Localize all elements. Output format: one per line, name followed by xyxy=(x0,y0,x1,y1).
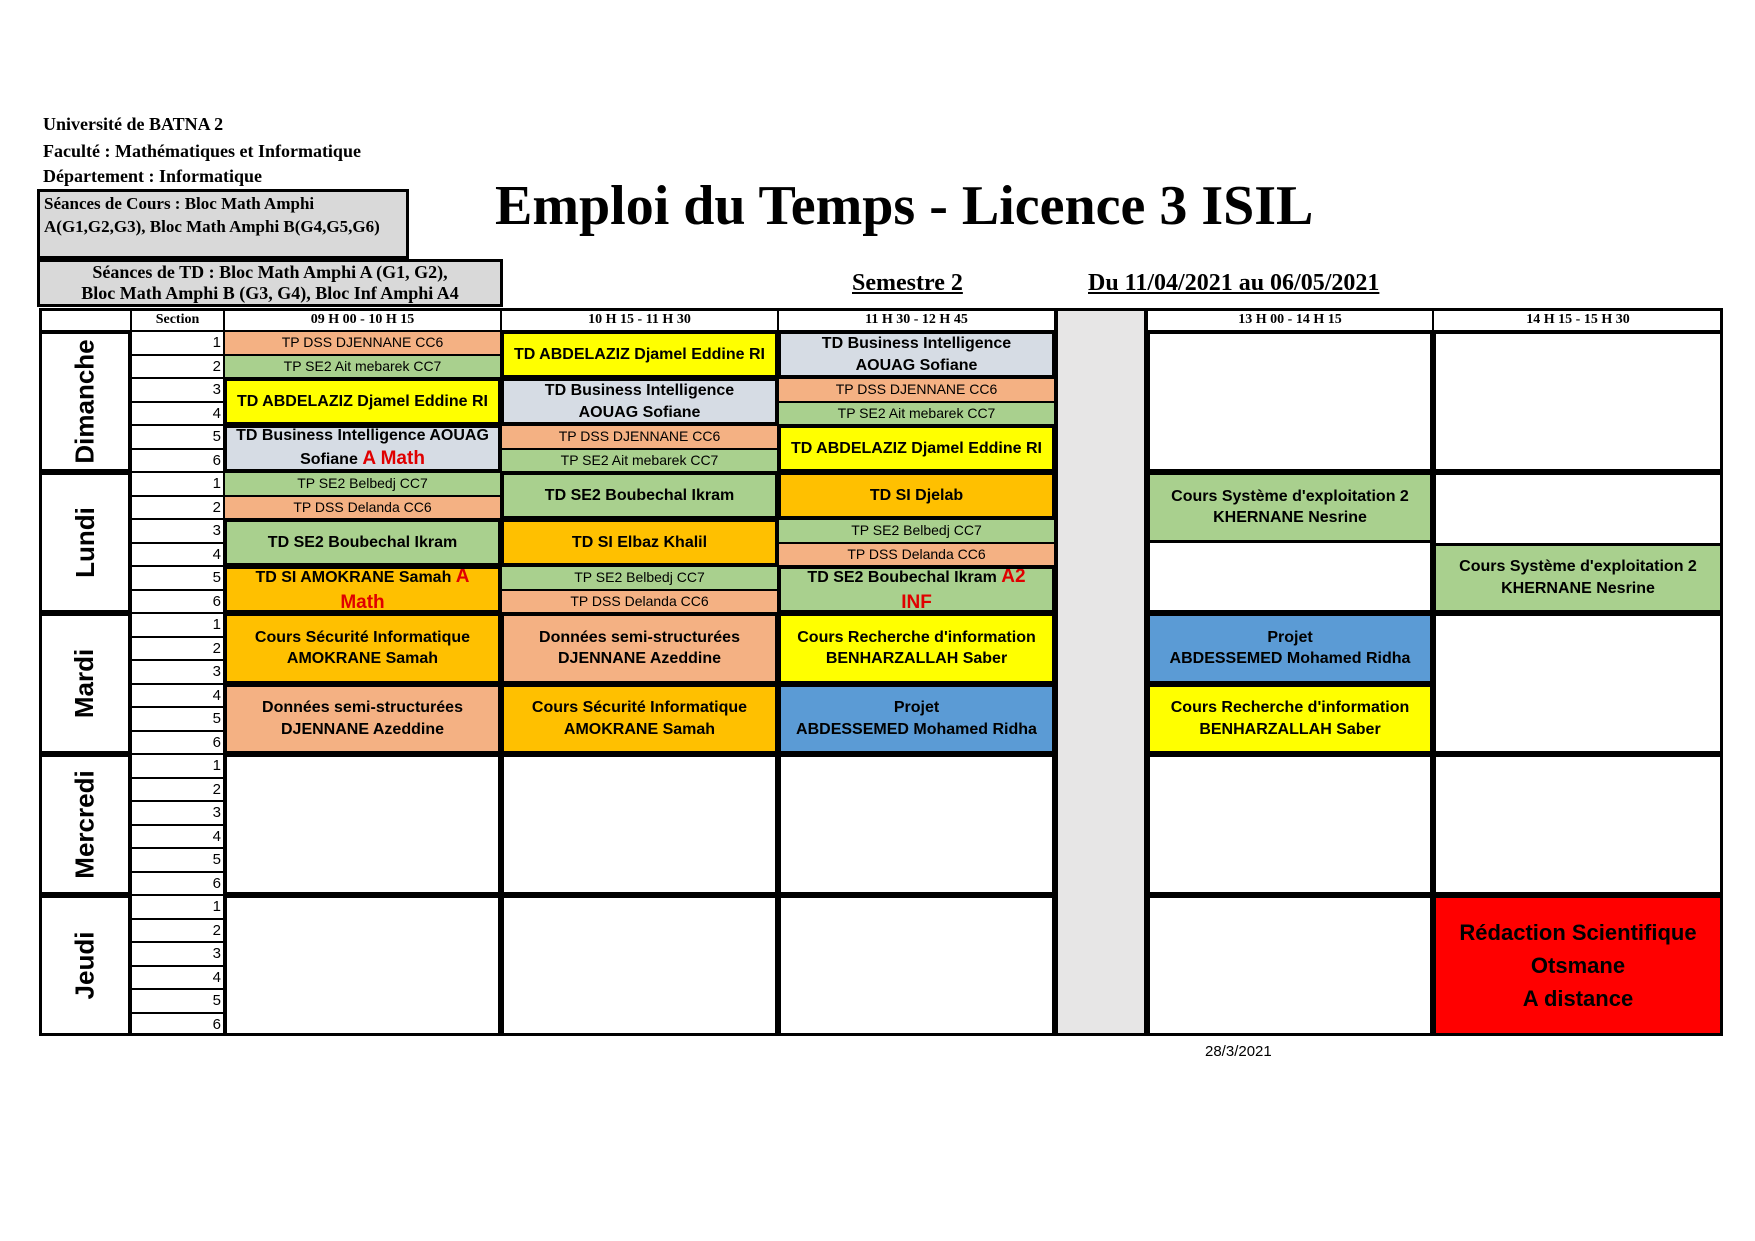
session-line-text: TD Business Intelligence AOUAG xyxy=(236,426,489,444)
section-number xyxy=(131,472,224,496)
td-rooms-line2: Bloc Math Amphi B (G3, G4), Bloc Inf Amphi A4 xyxy=(81,283,459,303)
section-number-label: 4 xyxy=(212,968,221,986)
room-label: A2 xyxy=(1001,566,1026,587)
session-line: TD SI Elbaz Khalil xyxy=(571,533,708,551)
session-17 xyxy=(501,519,778,566)
section-number-label: 6 xyxy=(212,874,221,892)
day-label: Mardi xyxy=(69,648,100,719)
section-number-label: 5 xyxy=(212,851,221,869)
session-line-text: Sofiane xyxy=(300,451,358,469)
section-number-label: 2 xyxy=(212,921,221,939)
section-number-label: 6 xyxy=(212,592,221,610)
slot-cell xyxy=(224,895,501,1036)
session-line: TP DSS DJENNANE CC6 xyxy=(281,334,444,351)
session-13 xyxy=(224,496,501,520)
day-mercredi xyxy=(39,754,131,895)
section-number-label: 2 xyxy=(212,780,221,798)
section-number xyxy=(131,1013,224,1037)
column-header-slot1 xyxy=(224,308,501,331)
section-number-label: 4 xyxy=(212,827,221,845)
column-header-slot5 xyxy=(1433,308,1723,331)
session-5 xyxy=(501,378,778,425)
session-2 xyxy=(224,378,501,425)
session-line: ABDESSEMED Mohamed Ridha xyxy=(1169,650,1411,668)
session-line: Cours Système d'exploitation 2 xyxy=(1171,487,1409,505)
session-line xyxy=(807,566,1025,590)
section-number-label: 3 xyxy=(212,381,221,399)
date-range: Du 11/04/2021 au 06/05/2021 xyxy=(1088,270,1380,296)
slot-cell xyxy=(1147,331,1433,472)
session-line: Projet xyxy=(1267,628,1313,646)
section-number-label: 4 xyxy=(212,686,221,704)
section-number xyxy=(131,848,224,872)
session-16 xyxy=(501,472,778,519)
session-line: TP SE2 Belbedj CC7 xyxy=(851,522,982,539)
section-number-label: 3 xyxy=(212,945,221,963)
session-line: TP DSS Delanda CC6 xyxy=(847,545,986,562)
session-line: TP SE2 Belbedj CC7 xyxy=(574,569,705,586)
section-number xyxy=(131,942,224,966)
column-header-label: 13 H 00 - 14 H 15 xyxy=(1238,311,1342,327)
slot-cell xyxy=(1433,331,1723,472)
session-10 xyxy=(778,402,1055,426)
session-line: KHERNANE Nesrine xyxy=(1213,509,1367,527)
session-line: Otsmane xyxy=(1530,953,1626,978)
header-university: Université de BATNA 2 xyxy=(43,114,224,134)
session-line: TP DSS DJENNANE CC6 xyxy=(835,381,998,398)
section-number-label: 2 xyxy=(212,498,221,516)
session-26 xyxy=(224,613,501,684)
session-23 xyxy=(778,566,1055,613)
session-27 xyxy=(501,613,778,684)
day-lundi xyxy=(39,472,131,613)
session-line: TD Business Intelligence xyxy=(821,334,1012,352)
session-29 xyxy=(501,684,778,755)
session-line: Données semi-structurées xyxy=(539,628,740,646)
session-32 xyxy=(1147,613,1433,684)
day-label: Dimanche xyxy=(69,339,100,464)
section-number xyxy=(131,872,224,896)
slot-cell xyxy=(1147,895,1433,1036)
session-line: TD ABDELAZIZ Djamel Eddine RI xyxy=(514,345,765,363)
section-number xyxy=(131,590,224,614)
td-rooms-line1: Séances de TD : Bloc Math Amphi A (G1, G2), xyxy=(92,262,448,282)
column-header-label: 14 H 15 - 15 H 30 xyxy=(1526,311,1630,327)
session-line-text: TD SI AMOKRANE Samah xyxy=(255,568,452,586)
session-22 xyxy=(778,543,1055,567)
session-20 xyxy=(778,472,1055,519)
day-label: Mercredi xyxy=(69,770,100,879)
session-line: TD SE2 Boubechal Ikram xyxy=(267,533,458,551)
section-number-label: 5 xyxy=(212,992,221,1010)
session-line: TD ABDELAZIZ Djamel Eddine RI xyxy=(791,439,1042,457)
session-30 xyxy=(778,613,1055,684)
section-number-label: 2 xyxy=(212,357,221,375)
session-9 xyxy=(778,378,1055,402)
footer-date: 28/3/2021 xyxy=(1205,1043,1272,1060)
section-number-label: 6 xyxy=(212,733,221,751)
session-line: AMOKRANE Samah xyxy=(563,720,716,738)
section-number xyxy=(131,496,224,520)
section-number xyxy=(131,613,224,637)
session-line: Cours Recherche d'information xyxy=(797,628,1036,646)
section-number xyxy=(131,566,224,590)
cours-rooms-box xyxy=(37,189,409,259)
column-header-label: 09 H 00 - 10 H 15 xyxy=(310,311,415,327)
session-line: KHERNANE Nesrine xyxy=(1501,579,1655,597)
session-line: TP SE2 Ait mebarek CC7 xyxy=(560,451,719,468)
slot-cell xyxy=(1147,754,1433,895)
section-number xyxy=(131,449,224,473)
slot-cell xyxy=(501,895,778,1036)
section-number-label: 1 xyxy=(212,475,221,493)
session-24 xyxy=(1147,472,1433,543)
section-number xyxy=(131,919,224,943)
session-line: AOUAG Sofiane xyxy=(855,356,978,374)
session-15 xyxy=(224,566,501,613)
column-header-section xyxy=(131,308,224,331)
column-header-slot4 xyxy=(1147,308,1433,331)
session-33 xyxy=(1147,684,1433,755)
session-line: AMOKRANE Samah xyxy=(286,650,439,668)
section-number xyxy=(131,966,224,990)
session-line: TP DSS Delanda CC6 xyxy=(570,592,709,609)
room-label: A xyxy=(455,566,470,587)
section-number-label: 6 xyxy=(212,451,221,469)
column-header-label: Section xyxy=(155,311,200,327)
session-line: Données semi-structurées xyxy=(262,699,463,717)
slot-cell xyxy=(224,754,501,895)
day-dimanche xyxy=(39,331,131,472)
session-11 xyxy=(778,425,1055,472)
day-mardi xyxy=(39,613,131,754)
session-line xyxy=(255,566,469,590)
section-number-label: 6 xyxy=(212,1015,221,1033)
session-12 xyxy=(224,472,501,496)
room-label: Math xyxy=(340,591,385,613)
session-line: AOUAG Sofiane xyxy=(578,403,701,421)
session-line: TP DSS DJENNANE CC6 xyxy=(558,428,721,445)
section-number-label: 1 xyxy=(212,616,221,634)
session-19 xyxy=(501,590,778,614)
slot-cell xyxy=(778,895,1055,1036)
session-line: TD Business Intelligence xyxy=(544,381,735,399)
session-7 xyxy=(501,449,778,473)
session-6 xyxy=(501,425,778,449)
session-line xyxy=(236,425,489,446)
session-line: TD ABDELAZIZ Djamel Eddine RI xyxy=(237,392,488,410)
slot-cell xyxy=(1433,613,1723,754)
session-line: A distance xyxy=(1522,986,1634,1011)
session-line: Cours Sécurité Informatique xyxy=(531,699,748,717)
day-jeudi xyxy=(39,895,131,1036)
slot-cell xyxy=(778,754,1055,895)
session-line: Rédaction Scientifique xyxy=(1459,920,1697,945)
section-number-label: 1 xyxy=(212,757,221,775)
session-line: TD SE2 Boubechal Ikram xyxy=(544,486,735,504)
room-label: A Math xyxy=(362,448,425,470)
session-line: TP SE2 Ait mebarek CC7 xyxy=(283,357,442,374)
section-number-label: 5 xyxy=(212,569,221,587)
session-21 xyxy=(778,519,1055,543)
section-number-label: 2 xyxy=(212,639,221,657)
header-faculty: Faculté : Mathématiques et Informatique xyxy=(43,141,361,161)
session-line xyxy=(300,446,425,472)
section-number xyxy=(131,707,224,731)
section-number-label: 3 xyxy=(212,522,221,540)
td-rooms-box xyxy=(37,259,503,307)
section-number-label: 4 xyxy=(212,545,221,563)
section-number xyxy=(131,825,224,849)
section-number xyxy=(131,731,224,755)
session-18 xyxy=(501,566,778,590)
session-1 xyxy=(224,355,501,379)
day-label: Jeudi xyxy=(69,931,100,1000)
section-number xyxy=(131,378,224,402)
column-header-label: 11 H 30 - 12 H 45 xyxy=(865,311,968,327)
session-line: TD SI Djelab xyxy=(869,486,964,504)
session-8 xyxy=(778,331,1055,378)
session-line: Cours Recherche d'information xyxy=(1170,699,1410,717)
lunch-break-column xyxy=(1055,308,1147,1036)
section-number xyxy=(131,637,224,661)
session-line: DJENNANE Azeddine xyxy=(281,720,444,738)
section-number xyxy=(131,989,224,1013)
cours-rooms-text: Séances de Cours : Bloc Math Amphi A(G1,G2,G3), Bloc Math Amphi B(G4,G5,G6) xyxy=(44,194,380,236)
column-header-slot3 xyxy=(778,308,1055,331)
session-line: DJENNANE Azeddine xyxy=(558,650,721,668)
session-28 xyxy=(224,684,501,755)
section-number xyxy=(131,519,224,543)
session-line: Cours Système d'exploitation 2 xyxy=(1459,558,1697,576)
session-34 xyxy=(1433,895,1723,1036)
section-number-label: 4 xyxy=(212,404,221,422)
section-number xyxy=(131,895,224,919)
session-line: Cours Sécurité Informatique xyxy=(254,628,471,646)
section-number-label: 1 xyxy=(212,898,221,916)
section-number xyxy=(131,425,224,449)
section-number xyxy=(131,778,224,802)
slot-cell xyxy=(1433,754,1723,895)
session-4 xyxy=(501,331,778,378)
section-number-label: 1 xyxy=(212,334,221,352)
session-3 xyxy=(224,425,501,472)
section-number-label: 5 xyxy=(212,428,221,446)
session-25 xyxy=(1433,543,1723,614)
section-number-label: 5 xyxy=(212,710,221,728)
column-header-label: 10 H 15 - 11 H 30 xyxy=(588,311,691,327)
session-line-text: TD SE2 Boubechal Ikram xyxy=(807,568,997,586)
session-line: TP SE2 Ait mebarek CC7 xyxy=(837,404,996,421)
section-number xyxy=(131,754,224,778)
column-header-slot2 xyxy=(501,308,778,331)
section-number xyxy=(131,331,224,355)
page-title: Emploi du Temps - Licence 3 ISIL xyxy=(495,175,1314,237)
section-number xyxy=(131,801,224,825)
slot-cell xyxy=(501,754,778,895)
section-number xyxy=(131,402,224,426)
semester-label: Semestre 2 xyxy=(852,270,963,296)
session-0 xyxy=(224,331,501,355)
room-label: INF xyxy=(901,591,932,613)
section-number xyxy=(131,543,224,567)
header-department: Département : Informatique xyxy=(43,166,262,186)
day-label: Lundi xyxy=(69,507,100,578)
session-line: BENHARZALLAH Saber xyxy=(825,650,1008,668)
session-line: TP DSS Delanda CC6 xyxy=(293,498,432,515)
section-number xyxy=(131,660,224,684)
session-line: BENHARZALLAH Saber xyxy=(1199,720,1381,738)
section-number xyxy=(131,355,224,379)
header-blank xyxy=(39,308,131,331)
session-14 xyxy=(224,519,501,566)
section-number xyxy=(131,684,224,708)
session-31 xyxy=(778,684,1055,755)
session-line: ABDESSEMED Mohamed Ridha xyxy=(796,720,1037,738)
section-number-label: 3 xyxy=(212,804,221,822)
session-line: Projet xyxy=(893,699,940,717)
section-number-label: 3 xyxy=(212,663,221,681)
session-line: TP SE2 Belbedj CC7 xyxy=(297,475,428,492)
